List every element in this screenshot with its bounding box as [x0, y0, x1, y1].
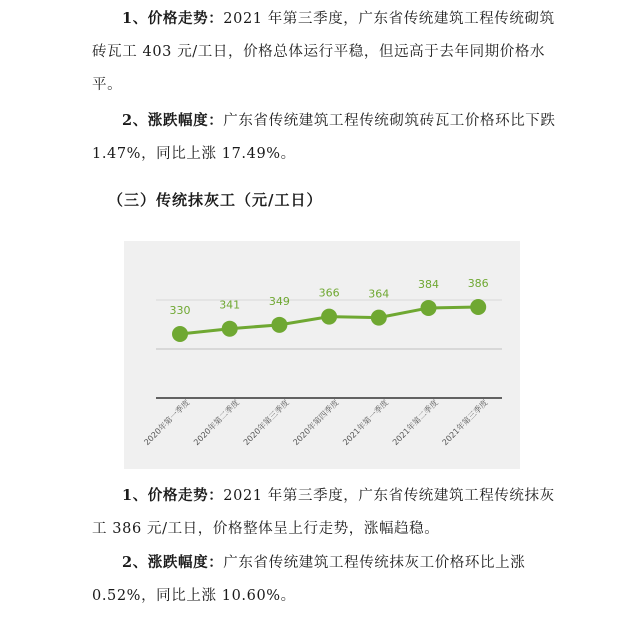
- data-point: [222, 321, 238, 337]
- section-title: （三）传统抹灰工（元/工日）: [108, 191, 323, 209]
- data-point: [172, 326, 188, 342]
- data-point: [371, 310, 387, 326]
- data-point: [271, 317, 287, 333]
- x-tick-label: 2020年第二季度: [192, 398, 242, 448]
- data-label: 366: [318, 286, 340, 300]
- paragraph-lead: 2、涨跌幅度：: [122, 112, 224, 129]
- data-label: 330: [169, 304, 191, 317]
- data-label: 384: [418, 277, 439, 291]
- x-tick-label: 2020年第四季度: [291, 398, 341, 448]
- data-label: 349: [268, 294, 290, 308]
- data-label: 341: [219, 298, 241, 312]
- x-tick-label: 2021年第一季度: [341, 398, 391, 448]
- x-tick-label: 2021年第二季度: [390, 398, 440, 448]
- paragraph-price-change-bricklayer: [92, 104, 562, 171]
- paragraph-text: 广东省传统建筑工程传统抹灰工价格环比上涨 0.52%，同比上涨 10.60%。: [92, 555, 526, 604]
- paragraph-lead: 2、涨跌幅度：: [122, 554, 224, 571]
- x-tick-label: 2021年第三季度: [440, 398, 490, 448]
- data-point: [321, 309, 337, 325]
- data-point: [470, 299, 486, 315]
- data-point: [421, 300, 437, 316]
- paragraph-text: 广东省传统建筑工程传统砌筑砖瓦工价格环比下跌 1.47%，同比上涨 17.49%。: [92, 113, 556, 162]
- x-tick-label: 2020年第三季度: [241, 398, 291, 448]
- paragraph-text: 2021 年第三季度，广东省传统建筑工程传统砌筑砖瓦工 403 元/工日，价格总体运行平稳，但远高于去年同期价格水平。: [92, 11, 555, 93]
- paragraph-text: 2021 年第三季度，广东省传统建筑工程传统抹灰工 386 元/工日，价格整体呈上行走势，涨幅趋稳。: [92, 488, 555, 537]
- line-chart: [124, 241, 520, 469]
- data-label: 364: [368, 287, 390, 301]
- chart-svg: [124, 241, 520, 469]
- paragraph-price-trend-bricklayer: [92, 2, 562, 102]
- data-label: 386: [467, 277, 489, 290]
- paragraph-lead: 1、价格走势：: [122, 487, 224, 504]
- paragraph-price-trend-plasterer: [92, 479, 562, 546]
- paragraph-lead: 1、价格走势：: [122, 10, 224, 27]
- paragraph-price-change-plasterer: [92, 546, 562, 613]
- x-tick-label: 2020年第一季度: [142, 398, 192, 448]
